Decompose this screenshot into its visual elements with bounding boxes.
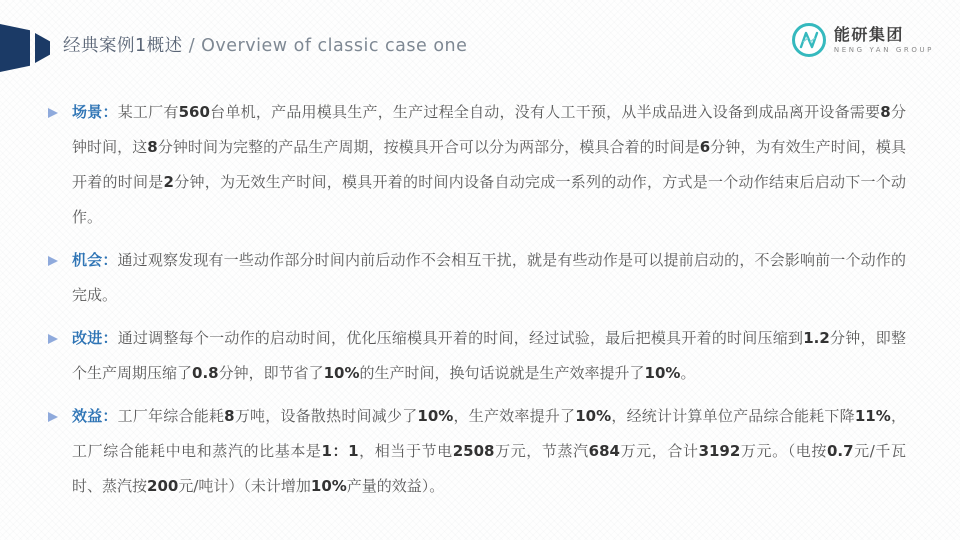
slide-header [0,0,960,90]
page-title-english: / Overview of classic case one [182,36,468,56]
navy-flag-decoration-small [35,33,50,63]
logo-n-circle-icon [791,22,827,58]
bullet-opportunity [0,243,906,313]
bullet-improvement [0,321,906,391]
bullet-label-improvement: 改进： [72,329,118,347]
bullet-label-benefit: 效益： [72,407,118,425]
arrow-bullet-icon [47,255,59,267]
page-title-chinese: 经典案例1概述 [63,36,183,56]
page-title [63,32,467,57]
company-logo [791,22,934,58]
bullet-text-improvement: 通过调整每个一动作的启动时间，优化压缩模具开着的时间，经过试验，最后把模具开着的时间压缩到1.2分钟，即整个生产周期压缩了0.8分钟，即节省了10%的生产时间，换句话说就是生产效率提升了10%。 [72,329,906,382]
logo-company-name-en: NENG YAN GROUP [833,46,934,54]
bullet-paragraph [72,243,906,313]
arrow-bullet-icon [47,107,59,119]
bullet-label-scene: 场景： [72,103,118,121]
navy-flag-decoration-large [0,24,30,72]
slide-body [0,95,906,504]
bullet-text-scene: 某工厂有560台单机，产品用模具生产，生产过程全自动，没有人工干预，从半成品进入设备到成品离开设备需要8分钟时间，这8分钟时间为完整的产品生产周期，按模具开合可以分为两部分，模具合着的时间是6分钟，为有效生产时间，模具开着的时间是2分钟，为无效生产时间，模具开着的时间内设备自动完成一系列的动作，方式是一个动作结束后启动下一个动作。 [72,103,906,226]
bullet-paragraph [72,95,906,235]
bullet-text-opportunity: 通过观察发现有一些动作部分时间内前后动作不会相互干扰，就是有些动作是可以提前启动的，不会影响前一个动作的完成。 [72,251,906,304]
bullet-paragraph [72,399,906,504]
bullet-scene [0,95,906,235]
arrow-bullet-icon [47,333,59,345]
logo-text [834,26,934,54]
bullet-text-benefit: 工厂年综合能耗8万吨，设备散热时间减少了10%，生产效率提升了10%，经统计计算单位产品综合能耗下降11%，工厂综合能耗中电和蒸汽的比基本是1：1，相当于节电2508万元，节蒸汽684万元，合计3192万元。（电按0.7元/千瓦时、蒸汽按200元/吨计）（未计增加10%产量的效益）。 [72,407,906,495]
bullet-label-opportunity: 机会： [72,251,118,269]
bullet-paragraph [72,321,906,391]
bullet-benefit [0,399,906,504]
logo-company-name: 能研集团 [833,25,904,44]
arrow-bullet-icon [47,411,59,423]
